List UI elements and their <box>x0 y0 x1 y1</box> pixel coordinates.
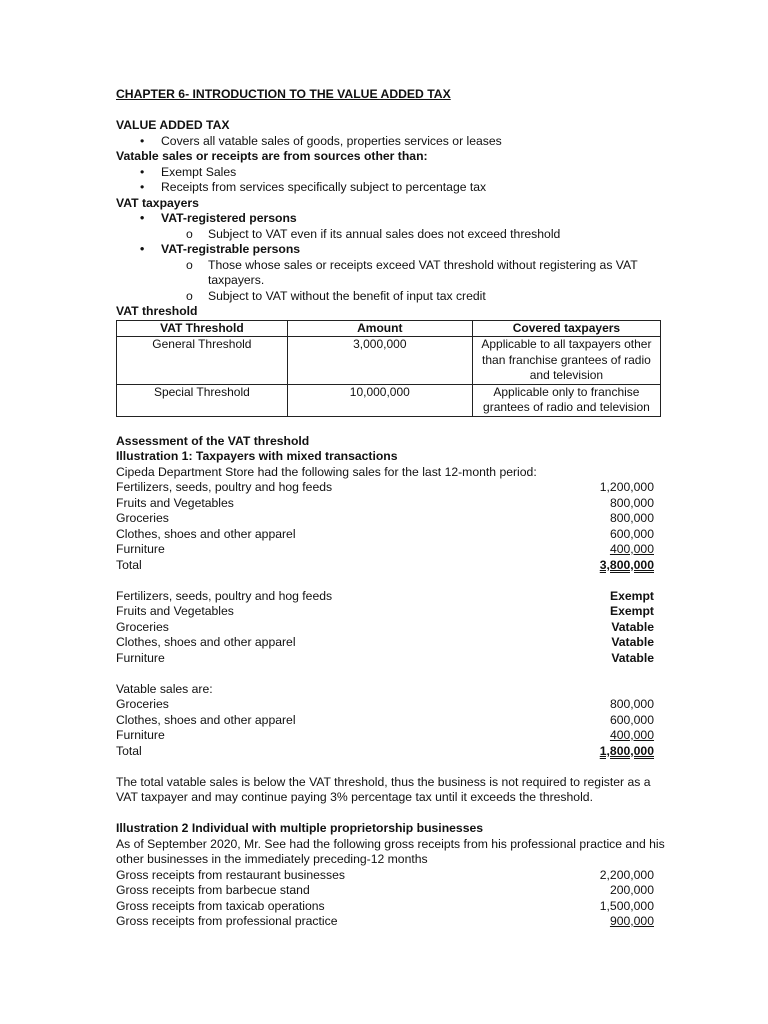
illustration-2-intro: other businesses in the immediately preceding-12 months <box>116 852 428 866</box>
receipt-amount: 2,200,000 <box>599 867 654 882</box>
sales-row <box>116 527 654 543</box>
vatable-label: Furniture <box>116 728 165 742</box>
table-row <box>117 337 661 385</box>
table-cell: 3,000,000 <box>287 337 472 385</box>
table-cell: Special Threshold <box>117 384 288 416</box>
vat-bullet: • Covers all vatable sales of goods, properties services or leases <box>116 134 654 150</box>
receipt-label: Gross receipts from barbecue stand <box>116 883 310 897</box>
illustration-1-intro: Cipeda Department Store had the following sales for the last 12-month period: <box>116 464 537 479</box>
classification-status: Vatable <box>611 635 654 649</box>
table-header: Amount <box>287 320 472 337</box>
vatable-amount: 400,000 <box>609 728 654 742</box>
threshold-heading: VAT threshold <box>116 304 198 318</box>
illustration-2-heading: Illustration 2 Individual with multiple proprietorship businesses <box>116 821 484 835</box>
table-cell: General Threshold <box>117 337 288 385</box>
table-header-row <box>117 320 661 337</box>
table-cell: 10,000,000 <box>287 384 472 416</box>
sales-row <box>116 542 654 558</box>
receipt-label: Gross receipts from restaurant businesses <box>116 867 345 882</box>
classification-row <box>116 620 654 636</box>
classification-status: Vatable <box>611 619 654 634</box>
classification-label: Groceries <box>116 619 169 634</box>
sales-label: Fertilizers, seeds, poultry and hog feeds <box>116 480 333 494</box>
vatable-label: Clothes, shoes and other apparel <box>116 712 296 727</box>
vatable-label: Groceries <box>116 697 169 711</box>
vatable-row <box>116 697 654 713</box>
table-cell: Applicable only to franchise grantees of radio and television <box>472 384 660 416</box>
source-item: • Receipts from services specifically subject to percentage tax <box>116 180 654 196</box>
receipt-label: Gross receipts from taxicab operations <box>116 898 325 913</box>
vatable-row <box>116 713 654 729</box>
vatable-row <box>116 728 654 744</box>
sales-total-row <box>116 558 654 574</box>
sales-row <box>116 496 654 512</box>
registered-label: • VAT-registered persons <box>116 211 654 227</box>
registrable-item: o Those whose sales or receipts exceed VAT threshold without registering as VAT <box>116 258 654 274</box>
classification-label: Fertilizers, seeds, poultry and hog feeds <box>116 588 333 603</box>
taxpayers-heading: VAT taxpayers <box>116 195 199 210</box>
registrable-label: • VAT-registrable persons <box>116 242 654 258</box>
sales-row <box>116 511 654 527</box>
receipt-amount: 900,000 <box>609 914 654 928</box>
vat-heading: VALUE ADDED TAX <box>116 118 230 132</box>
illustration-1-heading: Illustration 1: Taxpayers with mixed transactions <box>116 449 398 463</box>
registrable-item-cont: taxpayers. <box>208 273 265 287</box>
receipt-row <box>116 883 654 899</box>
sales-total-amount: 3,800,000 <box>599 557 654 572</box>
table-header: VAT Threshold <box>117 320 288 337</box>
table-row <box>117 384 661 416</box>
classification-row <box>116 589 654 605</box>
sales-amount: 400,000 <box>609 542 654 556</box>
vat-threshold-table <box>116 320 661 417</box>
sales-label: Groceries <box>116 511 169 525</box>
table-cell: Applicable to all taxpayers other than franchise grantees of radio and television <box>472 337 660 385</box>
document-page <box>116 87 665 930</box>
classification-row <box>116 635 654 651</box>
sales-amount: 800,000 <box>609 495 654 510</box>
classification-label: Fruits and Vegetables <box>116 604 234 618</box>
sources-heading: Vatable sales or receipts are from sources other than: <box>116 149 428 163</box>
receipt-row <box>116 899 654 915</box>
table-header: Covered taxpayers <box>472 320 660 337</box>
vatable-total-row <box>116 744 654 760</box>
classification-label: Clothes, shoes and other apparel <box>116 635 296 649</box>
receipt-row <box>116 868 654 884</box>
illustration-2-intro: As of September 2020, Mr. See had the following gross receipts from his professional practice and his <box>116 836 665 851</box>
conclusion-text: The total vatable sales is below the VAT threshold, thus the business is not required to register as a <box>116 774 651 789</box>
vatable-total-amount: 1,800,000 <box>599 743 654 758</box>
sales-total-label: Total <box>116 557 142 572</box>
sales-row <box>116 480 654 496</box>
classification-status: Exempt <box>609 604 654 618</box>
source-item: • Exempt Sales <box>116 165 654 181</box>
receipt-amount: 1,500,000 <box>599 898 654 913</box>
classification-row <box>116 604 654 620</box>
assessment-heading: Assessment of the VAT threshold <box>116 433 310 448</box>
registrable-item: o Subject to VAT without the benefit of input tax credit <box>116 289 654 305</box>
sales-label: Furniture <box>116 542 165 556</box>
receipt-amount: 200,000 <box>609 883 654 897</box>
sales-label: Fruits and Vegetables <box>116 495 234 510</box>
chapter-title: CHAPTER 6- INTRODUCTION TO THE VALUE ADDED TAX <box>116 87 451 101</box>
vatable-amount: 600,000 <box>609 712 654 727</box>
vatable-amount: 800,000 <box>609 697 654 711</box>
classification-label: Furniture <box>116 650 165 665</box>
registered-item: o Subject to VAT even if its annual sales does not exceed threshold <box>116 227 654 243</box>
receipt-label: Gross receipts from professional practice <box>116 914 338 928</box>
classification-row <box>116 651 654 667</box>
classification-status: Vatable <box>611 650 654 665</box>
vatable-total-label: Total <box>116 743 142 758</box>
sales-amount: 800,000 <box>609 511 654 525</box>
receipt-row <box>116 914 654 930</box>
sales-amount: 600,000 <box>609 526 654 541</box>
vatable-heading: Vatable sales are: <box>116 681 213 696</box>
sales-amount: 1,200,000 <box>599 480 654 494</box>
classification-status: Exempt <box>609 588 654 603</box>
conclusion-text: VAT taxpayer and may continue paying 3% percentage tax until it exceeds the threshold. <box>116 790 593 804</box>
sales-label: Clothes, shoes and other apparel <box>116 526 296 541</box>
